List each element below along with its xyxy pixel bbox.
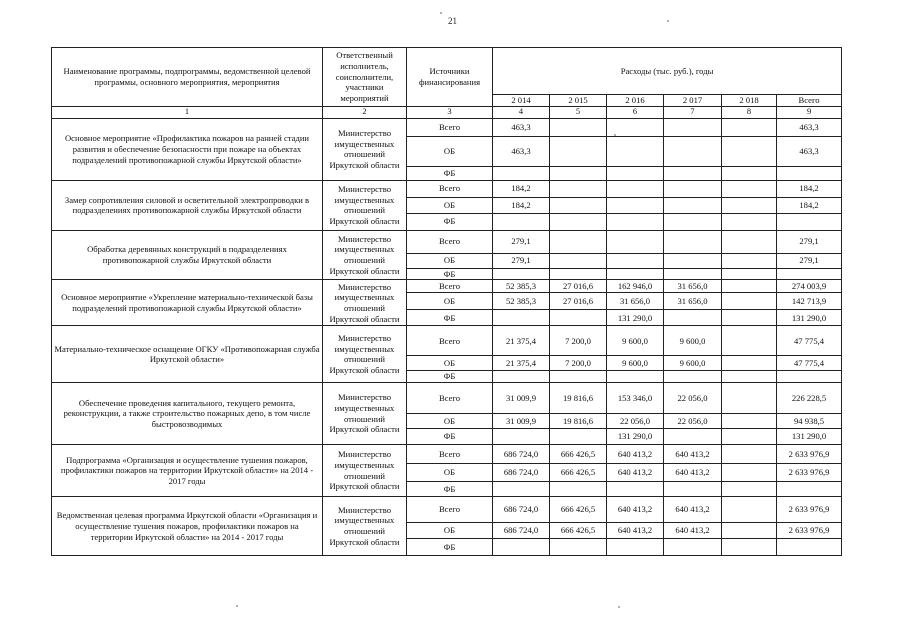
table-row xyxy=(52,326,842,356)
row-source: Всего xyxy=(407,326,493,356)
row-year-value: 31 656,0 xyxy=(664,280,722,293)
row-year-value xyxy=(664,429,722,445)
row-year-value xyxy=(550,429,607,445)
row-year-value: 640 413,2 xyxy=(664,497,722,523)
row-year-value: 22 056,0 xyxy=(664,383,722,414)
row-year-value: 686 724,0 xyxy=(493,497,550,523)
row-year-value: 686 724,0 xyxy=(493,464,550,482)
row-source: ОБ xyxy=(407,523,493,539)
row-year-value: 666 426,5 xyxy=(550,445,607,464)
row-year-value xyxy=(722,118,777,136)
row-year-value xyxy=(550,136,607,166)
row-year-value xyxy=(607,136,664,166)
table-row xyxy=(52,230,842,253)
row-year-value xyxy=(722,136,777,166)
row-year-value xyxy=(550,197,607,213)
row-year-value xyxy=(664,213,722,230)
row-year-value xyxy=(722,213,777,230)
row-executor: Министерство имущественных отношений Иркутской области xyxy=(323,445,407,497)
column-number: 3 xyxy=(407,106,493,118)
header-year: 2 016 xyxy=(607,95,664,107)
row-source: Всего xyxy=(407,445,493,464)
row-year-value: 279,1 xyxy=(493,253,550,268)
row-name: Материально-техническое оснащение ОГКУ «Противопожарная служба Иркутской области» xyxy=(52,326,323,383)
row-year-value: 19 816,6 xyxy=(550,414,607,429)
row-year-value: 9 600,0 xyxy=(607,356,664,371)
row-year-value xyxy=(550,180,607,197)
column-number: 7 xyxy=(664,106,722,118)
row-total-value: 2 633 976,9 xyxy=(777,464,842,482)
row-year-value xyxy=(550,213,607,230)
column-number: 2 xyxy=(323,106,407,118)
row-year-value: 184,2 xyxy=(493,180,550,197)
row-total-value: 184,2 xyxy=(777,180,842,197)
row-year-value xyxy=(664,539,722,556)
row-year-value xyxy=(664,118,722,136)
row-year-value xyxy=(722,523,777,539)
row-year-value: 463,3 xyxy=(493,118,550,136)
row-year-value xyxy=(722,268,777,280)
row-source: ФБ xyxy=(407,213,493,230)
row-year-value: 7 200,0 xyxy=(550,326,607,356)
row-year-value xyxy=(722,445,777,464)
row-year-value xyxy=(493,429,550,445)
row-year-value xyxy=(722,356,777,371)
row-year-value xyxy=(664,371,722,383)
row-year-value xyxy=(550,371,607,383)
table-row xyxy=(52,497,842,523)
row-source: ОБ xyxy=(407,464,493,482)
row-year-value: 184,2 xyxy=(493,197,550,213)
header-executor: Ответственный исполнитель, соисполнители, участники мероприятий xyxy=(323,48,407,107)
row-name: Обеспечение проведения капитального, текущего ремонта, реконструкции, а также строительство пожарных депо, в том числе быстровозводимых xyxy=(52,383,323,445)
row-total-value: 2 633 976,9 xyxy=(777,497,842,523)
row-executor: Министерство имущественных отношений Иркутской области xyxy=(323,280,407,326)
row-source: ФБ xyxy=(407,166,493,180)
row-year-value xyxy=(550,253,607,268)
row-year-value xyxy=(722,166,777,180)
row-year-value xyxy=(722,326,777,356)
row-total-value: 184,2 xyxy=(777,197,842,213)
header-year: 2 017 xyxy=(664,95,722,107)
row-year-value xyxy=(664,482,722,497)
row-year-value: 31 656,0 xyxy=(664,293,722,310)
row-source: Всего xyxy=(407,383,493,414)
row-year-value xyxy=(722,230,777,253)
row-executor: Министерство имущественных отношений Иркутской области xyxy=(323,118,407,180)
column-numbers-row xyxy=(52,106,842,118)
header-year: 2 015 xyxy=(550,95,607,107)
budget-table xyxy=(51,47,842,556)
row-year-value: 279,1 xyxy=(493,230,550,253)
row-year-value xyxy=(607,230,664,253)
row-source: Всего xyxy=(407,230,493,253)
row-year-value xyxy=(722,197,777,213)
row-year-value xyxy=(722,253,777,268)
row-year-value xyxy=(607,268,664,280)
row-year-value xyxy=(722,464,777,482)
row-year-value: 52 385,3 xyxy=(493,293,550,310)
column-number: 6 xyxy=(607,106,664,118)
row-source: ОБ xyxy=(407,253,493,268)
row-year-value xyxy=(607,213,664,230)
header-year: 2 018 xyxy=(722,95,777,107)
row-source: ОБ xyxy=(407,136,493,166)
row-total-value: 2 633 976,9 xyxy=(777,445,842,464)
row-year-value: 666 426,5 xyxy=(550,497,607,523)
row-year-value xyxy=(493,213,550,230)
table-row xyxy=(52,118,842,136)
row-year-value xyxy=(664,180,722,197)
row-year-value: 463,3 xyxy=(493,136,550,166)
row-total-value: 226 228,5 xyxy=(777,383,842,414)
row-year-value xyxy=(664,197,722,213)
header-expenses: Расходы (тыс. руб.), годы xyxy=(493,48,842,95)
row-total-value: 463,3 xyxy=(777,136,842,166)
row-total-value xyxy=(777,371,842,383)
row-executor: Министерство имущественных отношений Иркутской области xyxy=(323,230,407,280)
row-year-value xyxy=(607,371,664,383)
row-year-value xyxy=(493,268,550,280)
row-year-value: 31 009,9 xyxy=(493,414,550,429)
row-year-value: 153 346,0 xyxy=(607,383,664,414)
row-year-value xyxy=(722,482,777,497)
row-year-value xyxy=(664,136,722,166)
row-year-value xyxy=(722,180,777,197)
row-year-value xyxy=(722,371,777,383)
row-year-value xyxy=(607,253,664,268)
table-row xyxy=(52,383,842,414)
row-executor: Министерство имущественных отношений Иркутской области xyxy=(323,180,407,230)
row-year-value: 640 413,2 xyxy=(607,445,664,464)
column-number: 9 xyxy=(777,106,842,118)
row-year-value xyxy=(550,310,607,326)
row-year-value: 640 413,2 xyxy=(664,445,722,464)
row-year-value xyxy=(493,166,550,180)
row-source: Всего xyxy=(407,180,493,197)
row-year-value xyxy=(607,166,664,180)
row-source: ФБ xyxy=(407,539,493,556)
row-source: ФБ xyxy=(407,371,493,383)
header-row xyxy=(52,48,842,95)
row-source: ОБ xyxy=(407,414,493,429)
row-name: Ведомственная целевая программа Иркутской области «Организация и осуществление тушения пожаров, профилактики пожаров на территории Иркутской области» на 2014 - 2017 годы xyxy=(52,497,323,556)
row-source: Всего xyxy=(407,118,493,136)
page-number: 21 xyxy=(448,16,457,26)
row-year-value: 31 656,0 xyxy=(607,293,664,310)
row-executor: Министерство имущественных отношений Иркутской области xyxy=(323,383,407,445)
table-row xyxy=(52,180,842,197)
row-total-value: 47 775,4 xyxy=(777,356,842,371)
column-number: 5 xyxy=(550,106,607,118)
row-source: ОБ xyxy=(407,356,493,371)
row-year-value xyxy=(664,310,722,326)
row-source: ФБ xyxy=(407,482,493,497)
row-year-value xyxy=(722,280,777,293)
row-year-value: 686 724,0 xyxy=(493,445,550,464)
row-year-value: 7 200,0 xyxy=(550,356,607,371)
row-year-value xyxy=(550,539,607,556)
row-year-value: 31 009,9 xyxy=(493,383,550,414)
row-year-value xyxy=(550,166,607,180)
row-year-value xyxy=(550,230,607,253)
row-year-value xyxy=(607,197,664,213)
row-total-value: 142 713,9 xyxy=(777,293,842,310)
row-source: ФБ xyxy=(407,429,493,445)
column-number: 8 xyxy=(722,106,777,118)
row-total-value: 94 938,5 xyxy=(777,414,842,429)
row-total-value: 279,1 xyxy=(777,253,842,268)
row-year-value xyxy=(664,230,722,253)
row-name: Замер сопротивления силовой и осветительной электропроводки в подразделениях противопожарной службы Иркутской области xyxy=(52,180,323,230)
row-year-value: 162 946,0 xyxy=(607,280,664,293)
row-year-value xyxy=(722,293,777,310)
row-source: ФБ xyxy=(407,310,493,326)
row-year-value: 640 413,2 xyxy=(607,464,664,482)
row-year-value xyxy=(607,539,664,556)
row-total-value xyxy=(777,482,842,497)
row-year-value: 640 413,2 xyxy=(607,523,664,539)
row-year-value: 640 413,2 xyxy=(607,497,664,523)
row-name: Подпрограмма «Организация и осуществление тушения пожаров, профилактики пожаров на территории Иркутской области» на 2014 - 2017 годы xyxy=(52,445,323,497)
header-name: Наименование программы, подпрограммы, ведомственной целевой программы, основного мероприятия, мероприятия xyxy=(52,48,323,107)
row-year-value xyxy=(722,497,777,523)
row-source: Всего xyxy=(407,497,493,523)
row-year-value xyxy=(664,268,722,280)
row-year-value xyxy=(550,482,607,497)
row-year-value xyxy=(722,539,777,556)
row-year-value xyxy=(607,482,664,497)
row-year-value: 27 016,6 xyxy=(550,280,607,293)
row-total-value xyxy=(777,268,842,280)
row-year-value xyxy=(493,371,550,383)
row-year-value: 19 816,6 xyxy=(550,383,607,414)
row-year-value: 666 426,5 xyxy=(550,523,607,539)
row-source: Всего xyxy=(407,280,493,293)
row-source: ОБ xyxy=(407,197,493,213)
row-year-value: 640 413,2 xyxy=(664,523,722,539)
header-year: 2 014 xyxy=(493,95,550,107)
row-total-value: 274 003,9 xyxy=(777,280,842,293)
row-source: ОБ xyxy=(407,293,493,310)
row-name: Обработка деревянных конструкций в подразделениях противопожарной службы Иркутской области xyxy=(52,230,323,280)
row-name: Основное мероприятие «Профилактика пожаров на ранней стадии развития и обеспечение безопасности при пожаре на объектах подразделений противопожарной службы Иркутской области» xyxy=(52,118,323,180)
row-total-value: 2 633 976,9 xyxy=(777,523,842,539)
row-total-value xyxy=(777,166,842,180)
header-sources: Источники финансирования xyxy=(407,48,493,107)
row-year-value xyxy=(722,414,777,429)
row-year-value: 131 290,0 xyxy=(607,310,664,326)
header-total: Всего xyxy=(777,95,842,107)
table-row xyxy=(52,445,842,464)
row-year-value xyxy=(607,180,664,197)
row-year-value xyxy=(664,253,722,268)
row-year-value: 131 290,0 xyxy=(607,429,664,445)
column-number: 1 xyxy=(52,106,323,118)
row-year-value xyxy=(550,118,607,136)
row-year-value: 9 600,0 xyxy=(664,326,722,356)
row-year-value: 686 724,0 xyxy=(493,523,550,539)
row-year-value xyxy=(493,482,550,497)
row-year-value: 52 385,3 xyxy=(493,280,550,293)
row-year-value: 640 413,2 xyxy=(664,464,722,482)
row-year-value: 666 426,5 xyxy=(550,464,607,482)
row-year-value: 9 600,0 xyxy=(607,326,664,356)
row-source: ФБ xyxy=(407,268,493,280)
row-year-value xyxy=(664,166,722,180)
row-name: Основное мероприятие «Укрепление материально-технической базы подразделений противопожарной службы Иркутской области» xyxy=(52,280,323,326)
row-year-value: 21 375,4 xyxy=(493,326,550,356)
table-row xyxy=(52,280,842,293)
row-executor: Министерство имущественных отношений Иркутской области xyxy=(323,497,407,556)
row-year-value xyxy=(550,268,607,280)
row-total-value: 131 290,0 xyxy=(777,429,842,445)
row-year-value xyxy=(722,310,777,326)
row-total-value: 463,3 xyxy=(777,118,842,136)
row-total-value: 131 290,0 xyxy=(777,310,842,326)
row-year-value xyxy=(722,429,777,445)
row-year-value: 22 056,0 xyxy=(664,414,722,429)
row-total-value xyxy=(777,213,842,230)
row-total-value xyxy=(777,539,842,556)
row-year-value: 9 600,0 xyxy=(664,356,722,371)
row-year-value: 27 016,6 xyxy=(550,293,607,310)
row-year-value xyxy=(493,310,550,326)
row-total-value: 279,1 xyxy=(777,230,842,253)
column-number: 4 xyxy=(493,106,550,118)
row-year-value: 22 056,0 xyxy=(607,414,664,429)
row-year-value: 21 375,4 xyxy=(493,356,550,371)
row-total-value: 47 775,4 xyxy=(777,326,842,356)
row-year-value xyxy=(722,383,777,414)
row-executor: Министерство имущественных отношений Иркутской области xyxy=(323,326,407,383)
row-year-value xyxy=(493,539,550,556)
